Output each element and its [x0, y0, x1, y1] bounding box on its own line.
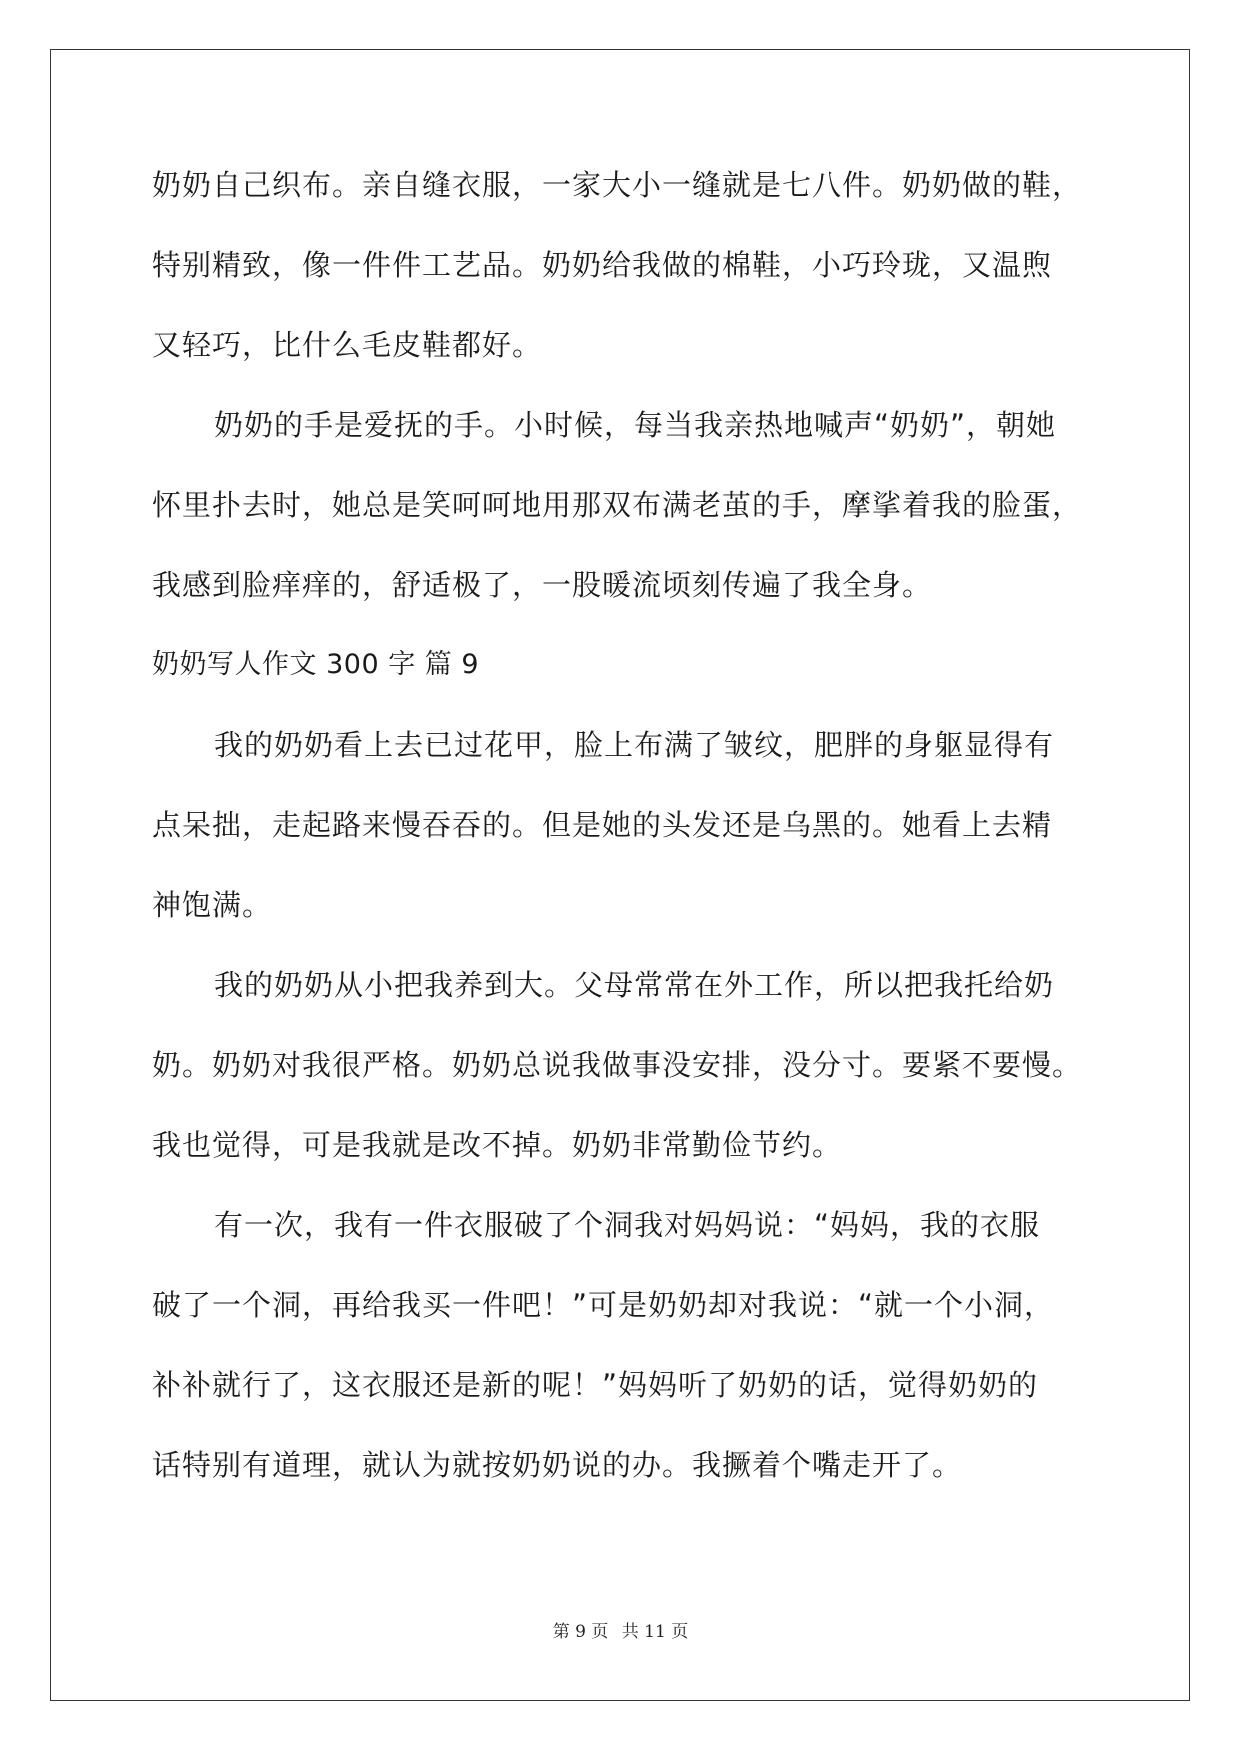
section-heading: 奶奶写人作文 300 字 篇 9 [152, 649, 480, 680]
text-line: 我的奶奶从小把我养到大。父母常常在外工作，所以把我托给奶 [214, 968, 1055, 1002]
text-line: 又轻巧，比什么毛皮鞋都好。 [152, 328, 543, 362]
text-line: 奶奶的手是爱抚的手。小时候，每当我亲热地喊声“奶奶”，朝她 [214, 408, 1057, 442]
text-line: 特别精致，像一件件工艺品。奶奶给我做的棉鞋，小巧玲珑，又温煦 [152, 248, 1053, 282]
page-total: 共 11 页 [621, 1622, 689, 1642]
text-line: 我的奶奶看上去已过花甲，脸上布满了皱纹，肥胖的身躯显得有 [214, 728, 1055, 762]
text-line: 补补就行了，这衣服还是新的呢！”妈妈听了奶奶的话，觉得奶奶的 [152, 1368, 1039, 1402]
text-line: 我感到脸痒痒的，舒适极了，一股暖流顷刻传遍了我全身。 [152, 568, 933, 602]
text-line: 有一次，我有一件衣服破了个洞我对妈妈说：“妈妈，我的衣服 [214, 1208, 1041, 1242]
page-number: 第 9 页 [552, 1622, 609, 1642]
text-line: 话特别有道理，就认为就按奶奶说的办。我撅着个嘴走开了。 [152, 1448, 963, 1482]
text-line: 神饱满。 [152, 888, 273, 922]
text-line: 破了一个洞，再给我买一件吧！”可是奶奶却对我说：“就一个小洞， [152, 1288, 1055, 1322]
text-line: 怀里扑去时，她总是笑呵呵地用那双布满老茧的手，摩挲着我的脸蛋， [152, 488, 1083, 522]
text-line: 点呆拙，走起路来慢吞吞的。但是她的头发还是乌黑的。她看上去精 [152, 808, 1053, 842]
page-footer [0, 1620, 1241, 1644]
text-line: 奶奶自己织布。亲自缝衣服，一家大小一缝就是七八件。奶奶做的鞋， [152, 168, 1083, 202]
text-line: 我也觉得，可是我就是改不掉。奶奶非常勤俭节约。 [152, 1128, 843, 1162]
text-line: 奶。奶奶对我很严格。奶奶总说我做事没安排，没分寸。要紧不要慢。 [152, 1048, 1083, 1082]
